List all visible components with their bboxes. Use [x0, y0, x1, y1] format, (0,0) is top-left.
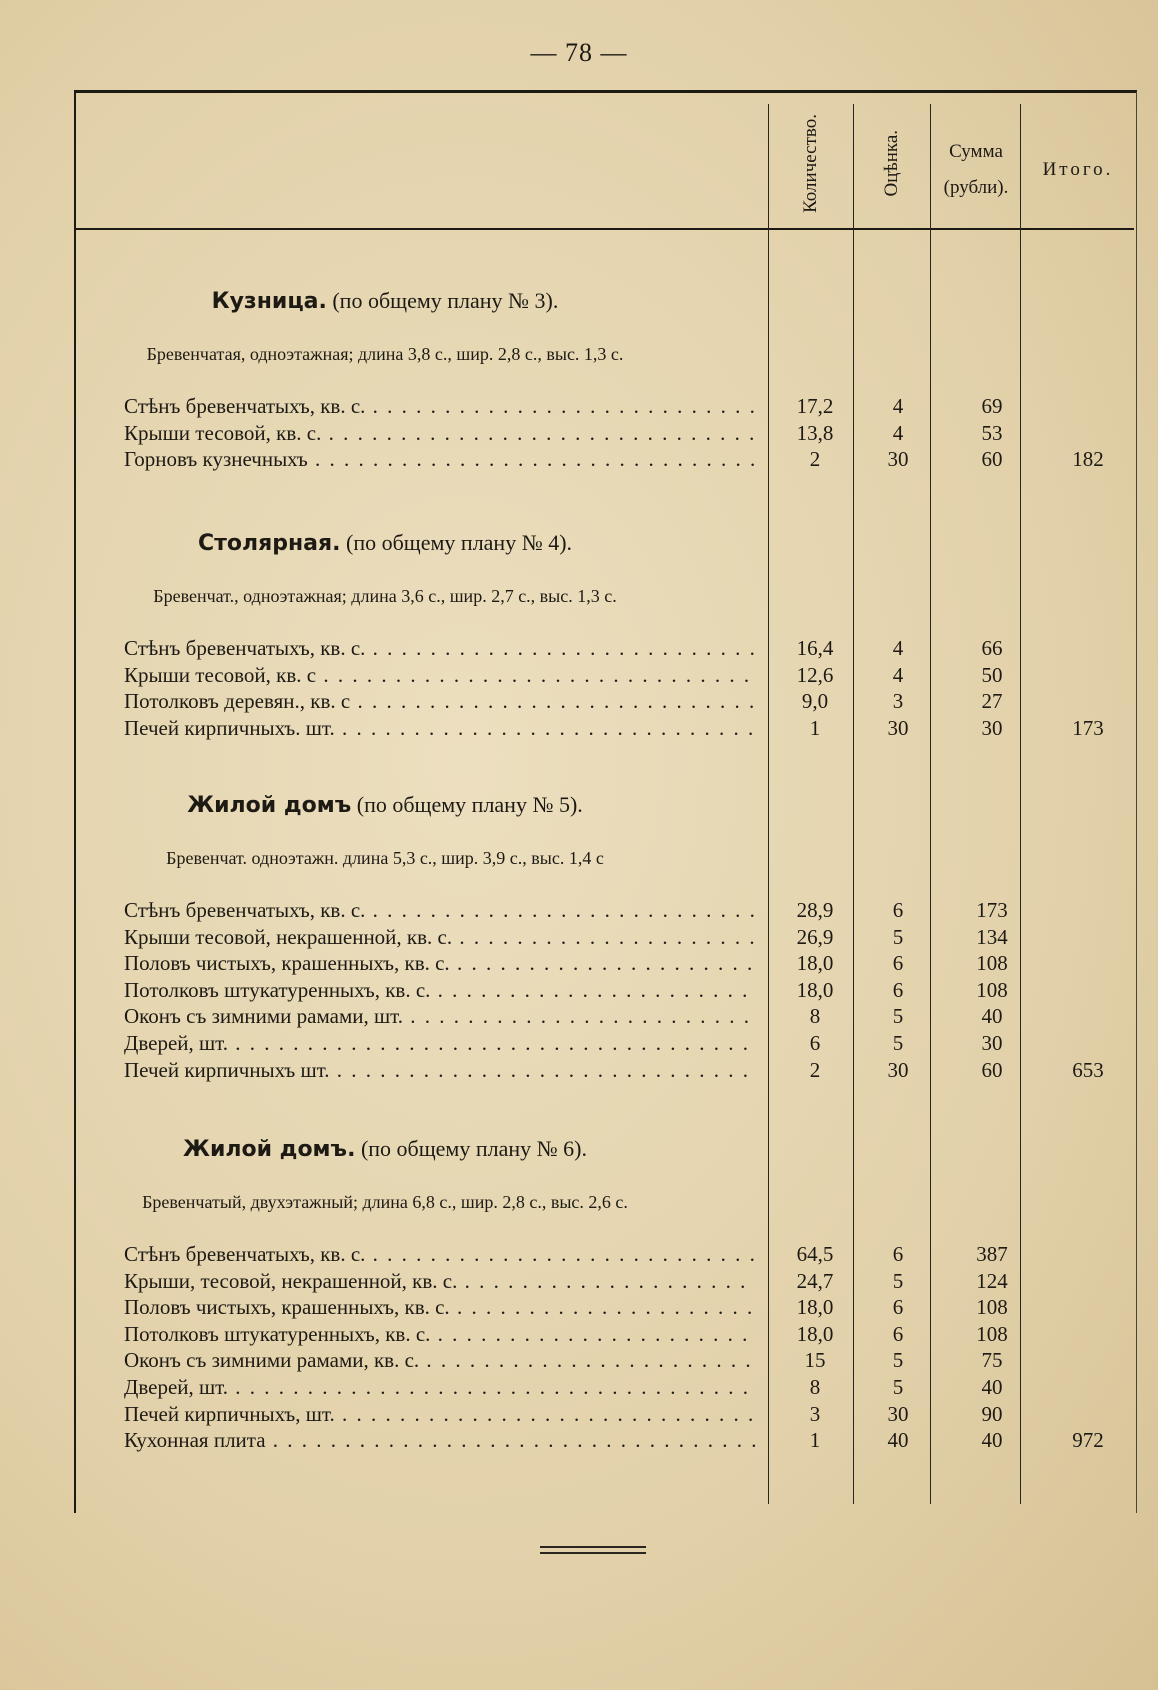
row-rate: 4 [892, 662, 904, 687]
row-label: Крыши, тесовой, некрашенной, кв. с. . . . [124, 1269, 756, 1294]
end-rule-bottom [540, 1552, 646, 1554]
row-rate: 40 [887, 1428, 909, 1453]
row-label: Стѣнъ бревенчатыхъ, кв. с. . . . [124, 636, 756, 661]
row-quantity: 1 [809, 715, 821, 740]
table-row [0, 1375, 1158, 1402]
row-sum: 53 [981, 420, 1003, 445]
table-row [0, 421, 1158, 448]
row-quantity: 18,0 [796, 977, 834, 1002]
row-sum: 108 [976, 1295, 1008, 1320]
row-rate: 6 [892, 1321, 904, 1346]
row-sum: 69 [981, 394, 1003, 418]
row-rate: 4 [892, 636, 904, 660]
row-quantity: 18,0 [796, 951, 834, 976]
row-sum: 30 [981, 1031, 1003, 1055]
row-rate: 6 [892, 898, 904, 922]
row-label: Дверей, шт. . . . [124, 1375, 756, 1400]
table-row [0, 951, 1158, 978]
table-row [0, 1428, 1158, 1455]
row-sum: 108 [976, 977, 1008, 1002]
row-sum: 90 [981, 1401, 1003, 1426]
row-quantity: 12,6 [796, 662, 834, 687]
section-title [0, 288, 770, 314]
table-row [0, 689, 1158, 716]
row-sum: 60 [981, 447, 1003, 472]
row-quantity: 2 [809, 1057, 821, 1082]
page-number: — 78 — [530, 38, 628, 67]
section-name: Жилой домъ [187, 793, 352, 818]
row-rate: 30 [887, 1401, 909, 1426]
header-sum-line1: Сумма [949, 140, 1003, 162]
row-label: Потолковъ штукатуренныхъ, кв. с. . . . [124, 1322, 756, 1347]
table-row [0, 1402, 1158, 1429]
row-sum: 40 [981, 1375, 1003, 1399]
section-title [0, 1136, 770, 1162]
section-description: Бревенчатый, двухэтажный; длина 6,8 с., шир. 2,8 с., выс. 2,6 с. [142, 1192, 628, 1212]
row-sum: 108 [976, 951, 1008, 976]
row-total: 182 [1072, 447, 1104, 472]
row-label: Половъ чистыхъ, крашенныхъ, кв. с. . . . [124, 951, 756, 976]
end-rule-top [540, 1546, 646, 1548]
row-rate: 30 [887, 447, 909, 472]
row-label: Потолковъ деревян., кв. с . . . [124, 689, 756, 714]
row-sum: 124 [976, 1268, 1008, 1293]
row-quantity: 24,7 [796, 1268, 834, 1293]
row-rate: 6 [892, 951, 904, 976]
row-sum: 173 [976, 898, 1008, 922]
row-rate: 5 [892, 1031, 904, 1055]
section-plan: (по общему плану № 4). [346, 530, 573, 555]
row-label: Горновъ кузнечныхъ . . . [124, 447, 756, 472]
row-sum: 108 [976, 1321, 1008, 1346]
table-row [0, 1269, 1158, 1296]
table-row [0, 447, 1158, 474]
section-title [0, 530, 770, 556]
row-rate: 5 [892, 1004, 904, 1029]
row-label: Стѣнъ бревенчатыхъ, кв. с. . . . [124, 898, 756, 923]
row-quantity: 18,0 [796, 1321, 834, 1346]
section-description: Бревенчат., одноэтажная; длина 3,6 с., шир. 2,7 с., выс. 1,3 с. [153, 586, 617, 606]
row-sum: 50 [981, 662, 1003, 687]
row-quantity: 8 [809, 1004, 821, 1029]
row-rate: 30 [887, 1057, 909, 1082]
table-row [0, 636, 1158, 663]
table-row [0, 1348, 1158, 1375]
row-sum: 66 [981, 636, 1003, 660]
section-description: Бревенчатая, одноэтажная; длина 3,8 с., шир. 2,8 с., выс. 1,3 с. [146, 344, 624, 364]
row-quantity: 16,4 [796, 636, 834, 660]
table-row [0, 898, 1158, 925]
section-plan: (по общему плану № 6). [360, 1136, 587, 1161]
section-name: Кузница. [211, 289, 327, 314]
row-quantity: 26,9 [796, 924, 834, 949]
row-quantity: 15 [804, 1348, 826, 1373]
row-sum: 60 [981, 1057, 1003, 1082]
section-name: Жилой домъ. [183, 1137, 356, 1162]
row-label: Половъ чистыхъ, крашенныхъ, кв. с. . . . [124, 1295, 756, 1320]
row-label: Оконъ съ зимними рамами, кв. с. . . . [124, 1348, 756, 1373]
table-row [0, 1031, 1158, 1058]
row-sum: 134 [976, 924, 1008, 949]
table-row [0, 925, 1158, 952]
row-total: 173 [1072, 715, 1104, 740]
row-label: Потолковъ штукатуренныхъ, кв. с. . . . [124, 978, 756, 1003]
row-quantity: 1 [809, 1428, 821, 1453]
row-quantity: 17,2 [796, 394, 834, 418]
header-rate: Оцѣнка. [881, 129, 903, 197]
row-rate: 6 [892, 1295, 904, 1320]
row-total: 653 [1072, 1057, 1104, 1082]
header-sum-line2: (рубли). [943, 177, 1009, 198]
row-label: Печей кирпичныхъ шт. . . . [124, 1058, 756, 1083]
table-row [0, 1295, 1158, 1322]
row-label: Оконъ съ зимними рамами, шт. . . . [124, 1004, 756, 1029]
row-quantity: 6 [809, 1031, 821, 1055]
row-label: Печей кирпичныхъ, шт. . . . [124, 1402, 756, 1427]
row-rate: 5 [892, 1348, 904, 1373]
row-sum: 75 [981, 1348, 1003, 1373]
row-rate: 5 [892, 1268, 904, 1293]
row-quantity: 18,0 [796, 1295, 834, 1320]
row-quantity: 28,9 [796, 898, 834, 922]
row-rate: 4 [892, 394, 904, 418]
table-row [0, 978, 1158, 1005]
row-quantity: 64,5 [796, 1242, 834, 1266]
row-label: Печей кирпичныхъ. шт. . . . [124, 716, 756, 741]
row-rate: 5 [892, 924, 904, 949]
row-sum: 27 [981, 689, 1003, 714]
row-sum: 40 [981, 1004, 1003, 1029]
row-label: Кухонная плита . . . [124, 1428, 756, 1453]
row-sum: 40 [981, 1428, 1003, 1453]
table-row [0, 1242, 1158, 1269]
row-label: Крыши тесовой, кв. с . . . [124, 663, 756, 688]
row-quantity: 8 [809, 1375, 821, 1399]
table-row [0, 663, 1158, 690]
row-rate: 5 [892, 1375, 904, 1399]
table-row [0, 394, 1158, 421]
section-description: Бревенчат. одноэтажн. длина 5,3 с., шир. 3,9 с., выс. 1,4 с [166, 848, 604, 868]
row-rate: 6 [892, 1242, 904, 1266]
table-row [0, 716, 1158, 743]
row-sum: 30 [981, 715, 1003, 740]
header-total: Итого. [1042, 158, 1114, 180]
section-plan: (по общему плану № 3). [332, 288, 559, 313]
row-rate: 3 [892, 689, 904, 714]
row-label: Дверей, шт. . . . [124, 1031, 756, 1056]
section-title [0, 792, 770, 818]
table-row [0, 1004, 1158, 1031]
row-quantity: 9,0 [801, 689, 829, 714]
row-label: Крыши тесовой, кв. с. . . . [124, 421, 756, 446]
row-label: Стѣнъ бревенчатыхъ, кв. с. . . . [124, 394, 756, 419]
table-row [0, 1058, 1158, 1085]
row-sum: 387 [976, 1242, 1008, 1266]
row-label: Крыши тесовой, некрашенной, кв. с. . . . [124, 925, 756, 950]
section-name: Столярная. [197, 531, 341, 556]
row-rate: 30 [887, 715, 909, 740]
row-label: Стѣнъ бревенчатыхъ, кв. с. . . . [124, 1242, 756, 1267]
row-rate: 6 [892, 977, 904, 1002]
row-quantity: 13,8 [796, 420, 834, 445]
row-quantity: 2 [809, 447, 821, 472]
table-row [0, 1322, 1158, 1349]
header-quantity: Количество. [800, 113, 822, 213]
row-total: 972 [1072, 1428, 1104, 1453]
section-plan: (по общему плану № 5). [356, 792, 583, 817]
row-quantity: 3 [809, 1401, 821, 1426]
row-rate: 4 [892, 420, 904, 445]
